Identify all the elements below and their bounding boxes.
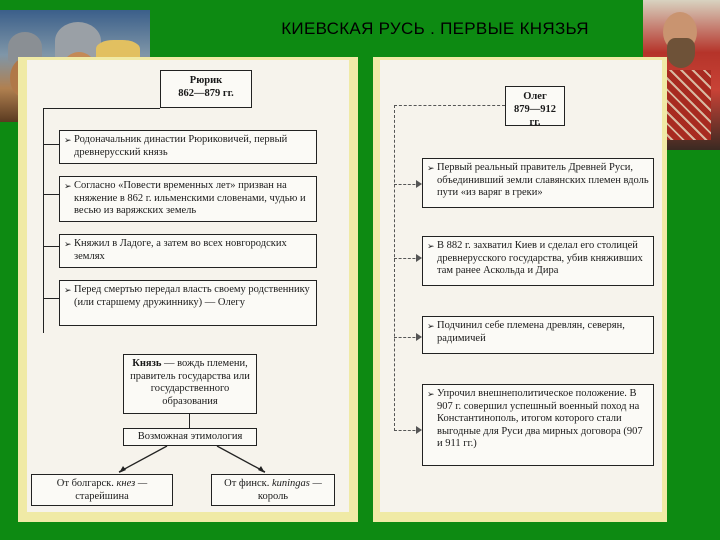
bullet-arrow-icon: ➢ (427, 389, 435, 399)
rurik-fact-4: ➢ Перед смертью передал власть своему родственнику (или старшему дружиннику) — Олегу (59, 280, 317, 326)
oleg-trunk-line (394, 105, 395, 431)
rurik-years: 862—879 гг. (178, 88, 234, 99)
bullet-arrow-icon: ➢ (427, 163, 435, 173)
rurik-name: Рюрик (189, 75, 223, 86)
rurik-fact-1: ➢ Родоначальник династии Рюриковичей, первый древнерусский князь (59, 130, 317, 164)
bullet-arrow-icon: ➢ (64, 181, 72, 191)
bullet-arrow-icon: ➢ (427, 321, 435, 331)
definition-term: Князь (132, 358, 162, 369)
oleg-fact-1: ➢ Первый реальный правитель Древней Руси, объединивший земли славянских племен вдоль пути «из варяг в греки» (422, 158, 654, 208)
etymology-bulgarian: От болгарск. кнез — старейшина (31, 474, 173, 506)
etymology-finnish: От финск. kuningas — король (211, 474, 335, 506)
definition-text: — вождь племени, правитель государства или государственного образования (130, 358, 250, 407)
bullet-arrow-icon: ➢ (64, 239, 72, 249)
etymology-arrows (27, 446, 349, 476)
oleg-fact-3: ➢ Подчинил себе племена древлян, северян, радимичей (422, 316, 654, 354)
oleg-fact-2: ➢ В 882 г. захватил Киев и сделал его столицей древнерусского государства, убив княживших там ранее Аскольда и Дира (422, 236, 654, 286)
bullet-arrow-icon: ➢ (64, 135, 72, 145)
prince-definition (123, 354, 257, 414)
oleg-fact-4: ➢ Упрочил внешнеполитическое положение. В 907 г. совершил успешный военный поход на Константинополь, итогом которого стали выгодные для Руси два мирных договора (907 и 911 гг.) (422, 384, 654, 466)
etymology-label-box: Возможная этимология (123, 428, 257, 446)
rurik-fact-3: ➢ Княжил в Ладоге, а затем во всех новгородских землях (59, 234, 317, 268)
rurik-fact-2: ➢ Согласно «Повести временных лет» призван на княжение в 862 г. ильменскими словенами, чудью и весью из варяжских земель (59, 176, 317, 222)
rurik-header (160, 70, 252, 108)
bullet-arrow-icon: ➢ (427, 241, 435, 251)
slide-title: КИЕВСКАЯ РУСЬ . ПЕРВЫЕ КНЯЗЬЯ (281, 19, 589, 38)
bullet-arrow-icon: ➢ (64, 285, 72, 295)
oleg-years: 879—912 гг. (514, 104, 556, 128)
oleg-header (505, 86, 565, 126)
oleg-top-connector (394, 105, 505, 106)
oleg-name: Олег (523, 91, 547, 102)
oleg-scheme (380, 60, 662, 512)
rurik-scheme (27, 60, 349, 512)
